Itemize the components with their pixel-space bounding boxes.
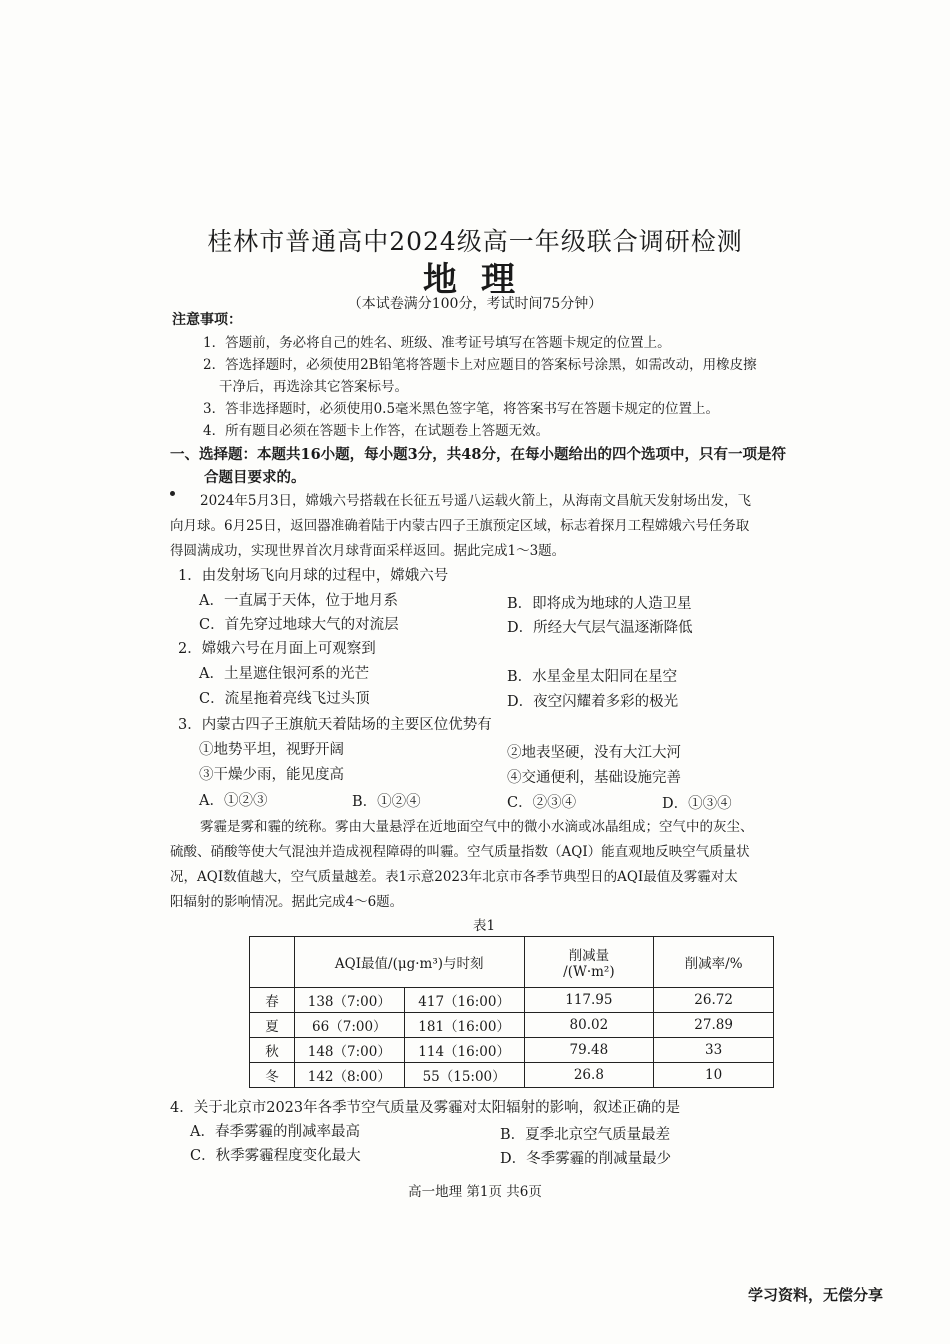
passage2-line: 阳辐射的影响情况。据此完成4～6题。 <box>170 894 404 910</box>
notice-item-4: 4．所有题目必须在答题卡上作答，在试题卷上答题无效。 <box>203 423 550 439</box>
reduce-cell: 117.95 <box>524 988 654 1013</box>
table-caption: 表1 <box>473 918 496 934</box>
aqi-min-cell: 66（7:00） <box>294 1013 404 1038</box>
bullet-mark <box>170 491 175 496</box>
exam-title: 桂林市普通高中2024级高一年级联合调研检测 <box>207 227 743 256</box>
aqi-table <box>249 936 774 1088</box>
rate-cell: 27.89 <box>654 1013 774 1038</box>
q4-option-b: B．夏季北京空气质量最差 <box>500 1127 671 1143</box>
q4-option-d: D．冬季雾霾的削减量最少 <box>500 1151 672 1167</box>
q2-stem: 2．嫦娥六号在月面上可观察到 <box>178 641 376 657</box>
q4-option-a: A．春季雾霾的削减率最高 <box>190 1124 360 1140</box>
season-cell: 春 <box>250 988 295 1013</box>
reduce-cell: 80.02 <box>524 1013 654 1038</box>
table-row <box>250 1013 774 1038</box>
q1-option-c: C．首先穿过地球大气的对流层 <box>199 617 399 633</box>
q3-option-c: C．②③④ <box>507 795 577 811</box>
notice-heading: 注意事项： <box>172 312 242 328</box>
table-header-row <box>250 937 774 988</box>
notice-item-1: 1．答题前，务必将自己的姓名、班级、准考证号填写在答题卡规定的位置上。 <box>203 335 671 351</box>
notice-item-2: 2．答选择题时，必须使用2B铅笔将答题卡上对应题目的答案标号涂黑，如需改动，用橡皮擦 <box>203 357 757 373</box>
header-aqi: AQI最值/(μg·m³)与时刻 <box>294 937 524 988</box>
aqi-max-cell: 417（16:00） <box>404 988 524 1013</box>
q3-option-d: D．①③④ <box>662 796 732 812</box>
subject-title: 地理 <box>423 260 539 300</box>
aqi-min-cell: 138（7:00） <box>294 988 404 1013</box>
table-row <box>250 988 774 1013</box>
header-empty-cell <box>250 937 295 988</box>
aqi-max-cell: 181（16:00） <box>404 1013 524 1038</box>
q4-option-c: C．秋季雾霾程度变化最大 <box>190 1148 361 1164</box>
q2-option-d: D．夜空闪耀着多彩的极光 <box>507 694 679 710</box>
rate-cell: 26.72 <box>654 988 774 1013</box>
rate-cell: 33 <box>654 1038 774 1063</box>
passage2-line: 雾霾是雾和霾的统称。雾由大量悬浮在近地面空气中的微小水滴或冰晶组成；空气中的灰尘、 <box>200 819 754 835</box>
header-rate: 削减率/% <box>654 937 774 988</box>
q1-option-b: B．即将成为地球的人造卫星 <box>507 596 692 612</box>
q3-option-a: A．①②③ <box>199 793 268 809</box>
table-row <box>250 1038 774 1063</box>
aqi-min-cell: 142（8:00） <box>294 1063 404 1088</box>
passage2-line: 硫酸、硝酸等使大气混浊并造成视程障碍的叫霾。空气质量指数（AQI）能直观地反映空气质量状 <box>170 844 750 860</box>
season-cell: 秋 <box>250 1038 295 1063</box>
header-reduce <box>524 937 654 988</box>
q3-statement-3: ③干燥少雨，能见度高 <box>199 767 344 783</box>
section1-heading-cont: 合题目要求的。 <box>204 469 306 486</box>
aqi-max-cell: 55（15:00） <box>404 1063 524 1088</box>
q3-option-b: B．①②④ <box>352 794 421 810</box>
passage2-line: 况，AQI数值越大，空气质量越差。表1示意2023年北京市各季节典型日的AQI最值及雾霾对太 <box>170 869 738 885</box>
rate-cell: 10 <box>654 1063 774 1088</box>
q1-stem: 1．由发射场飞向月球的过程中，嫦娥六号 <box>178 568 449 584</box>
q1-option-a: A．一直属于天体，位于地月系 <box>199 593 398 609</box>
q2-option-c: C．流星拖着亮线飞过头顶 <box>199 691 370 707</box>
aqi-min-cell: 148（7:00） <box>294 1038 404 1063</box>
q4-stem: 4．关于北京市2023年各季节空气质量及雾霾对太阳辐射的影响，叙述正确的是 <box>170 1100 681 1116</box>
header-reduce-line2: /(W·m²) <box>563 964 615 980</box>
section1-heading: 一、选择题：本题共16小题，每小题3分，共48分，在每小题给出的四个选项中，只有一项是符 <box>170 446 786 463</box>
q1-option-d: D．所经大气层气温逐渐降低 <box>507 620 693 636</box>
reduce-cell: 79.48 <box>524 1038 654 1063</box>
page-footer: 高一地理 第1页 共6页 <box>408 1184 542 1200</box>
table-row <box>250 1063 774 1088</box>
notice-item-2-cont: 干净后，再选涂其它答案标号。 <box>219 379 408 395</box>
q3-statement-4: ④交通便利，基础设施完善 <box>507 770 681 786</box>
score-note: （本试卷满分100分，考试时间75分钟） <box>347 296 603 312</box>
q2-option-a: A．土星遮住银河系的光芒 <box>199 666 369 682</box>
passage1-line: 向月球。6月25日，返回器准确着陆于内蒙古四子王旗预定区域，标志着探月工程嫦娥六号任务取 <box>170 518 750 534</box>
share-watermark: 学习资料，无偿分享 <box>748 1286 884 1304</box>
season-cell: 冬 <box>250 1063 295 1088</box>
notice-item-3: 3．答非选择题时，必须使用0.5毫米黑色签字笔，将答案书写在答题卡规定的位置上。 <box>203 401 720 417</box>
reduce-cell: 26.8 <box>524 1063 654 1088</box>
season-cell: 夏 <box>250 1013 295 1038</box>
aqi-max-cell: 114（16:00） <box>404 1038 524 1063</box>
passage1-line: 2024年5月3日，嫦娥六号搭载在长征五号遥八运载火箭上，从海南文昌航天发射场出发，飞 <box>200 493 752 509</box>
passage1-line: 得圆满成功，实现世界首次月球背面采样返回。据此完成1～3题。 <box>170 543 566 559</box>
q2-option-b: B．水星金星太阳同在星空 <box>507 669 678 685</box>
q3-statement-2: ②地表坚硬，没有大江大河 <box>507 745 681 761</box>
q3-stem: 3．内蒙古四子王旗航天着陆场的主要区位优势有 <box>178 717 492 733</box>
header-reduce-line1: 削减量 <box>568 948 610 964</box>
q3-statement-1: ①地势平坦，视野开阔 <box>199 742 344 758</box>
